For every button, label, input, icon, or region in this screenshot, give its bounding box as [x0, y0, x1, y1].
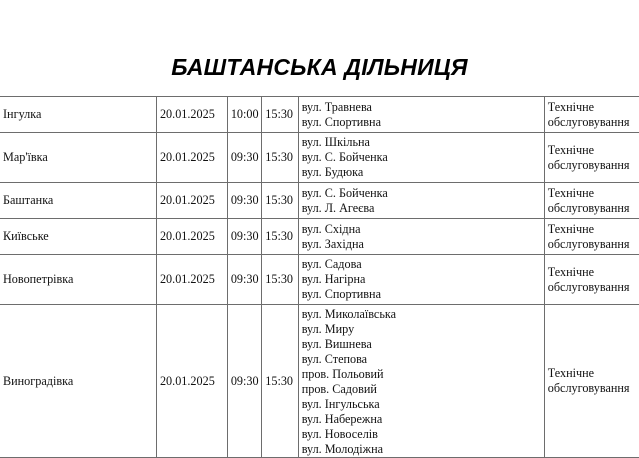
work-type-line: Технічне [547, 264, 595, 279]
work-type-line: обслуговування [547, 200, 630, 215]
street-item: пров. Садовий [301, 382, 377, 396]
village-cell: Мар'ївка [0, 133, 156, 183]
street-item: вул. Молодіжна [301, 442, 384, 456]
street-item: вул. Набережна [301, 412, 383, 426]
village-cell: Виноградівка [0, 305, 156, 458]
schedule-table [0, 96, 639, 458]
start-time-cell: 09:30 [227, 255, 261, 305]
street-item: вул. Інгульська [301, 397, 380, 411]
street-item: вул. Будюка [301, 165, 364, 179]
streets-cell [298, 133, 544, 183]
street-item: вул. Степова [301, 352, 368, 366]
end-time-cell: 15:30 [262, 219, 298, 255]
street-item: вул. Миру [301, 322, 355, 336]
date-cell: 20.01.2025 [156, 219, 227, 255]
work-type-line: обслуговування [547, 236, 630, 251]
work-type-cell [544, 97, 639, 133]
street-item: вул. С. Бойченка [301, 185, 388, 200]
work-type-line: обслуговування [547, 114, 630, 129]
work-type-cell [544, 219, 639, 255]
village-cell: Київське [0, 219, 156, 255]
end-time-cell: 15:30 [262, 305, 298, 458]
village-cell: Баштанка [0, 183, 156, 219]
date-cell: 20.01.2025 [156, 255, 227, 305]
work-type-line: Технічне [547, 142, 595, 157]
street-item: вул. Спортивна [301, 114, 381, 129]
table-row [0, 97, 639, 133]
street-item: вул. Західна [301, 236, 364, 251]
streets-cell [298, 97, 544, 133]
start-time-cell: 09:30 [227, 183, 261, 219]
start-time-cell: 10:00 [227, 97, 261, 133]
table-row [0, 255, 639, 305]
work-type-cell [544, 133, 639, 183]
street-item: вул. Новоселів [301, 427, 378, 441]
street-item: вул. Нагірна [301, 272, 366, 286]
streets-cell [298, 183, 544, 219]
table-row [0, 219, 639, 255]
street-item: вул. Миколаївська [301, 307, 397, 321]
work-type-line: обслуговування [547, 279, 630, 294]
table-row [0, 183, 639, 219]
work-type-cell [544, 305, 639, 458]
work-type-line: обслуговування [547, 381, 630, 395]
table-row [0, 133, 639, 183]
street-item: вул. Східна [301, 221, 361, 236]
work-type-line: Технічне [547, 221, 595, 236]
street-item: вул. Травнева [301, 99, 372, 114]
streets-cell [298, 305, 544, 458]
village-cell: Новопетрівка [0, 255, 156, 305]
date-cell: 20.01.2025 [156, 183, 227, 219]
work-type-line: Технічне [547, 366, 595, 380]
end-time-cell: 15:30 [262, 133, 298, 183]
end-time-cell: 15:30 [262, 255, 298, 305]
streets-cell [298, 255, 544, 305]
street-item: пров. Польовий [301, 367, 384, 381]
streets-cell [298, 219, 544, 255]
street-item: вул. Вишнева [301, 337, 372, 351]
work-type-line: обслуговування [547, 157, 630, 172]
village-cell: Інгулка [0, 97, 156, 133]
start-time-cell: 09:30 [227, 305, 261, 458]
work-type-cell [544, 183, 639, 219]
end-time-cell: 15:30 [262, 97, 298, 133]
street-item: вул. Садова [301, 257, 362, 271]
start-time-cell: 09:30 [227, 133, 261, 183]
work-type-line: Технічне [547, 99, 595, 114]
street-item: вул. Шкільна [301, 135, 370, 149]
table-row [0, 305, 639, 458]
street-item: вул. С. Бойченка [301, 150, 388, 164]
street-item: вул. Спортивна [301, 287, 381, 301]
work-type-cell [544, 255, 639, 305]
date-cell: 20.01.2025 [156, 97, 227, 133]
page-title: БАШТАНСЬКА ДІЛЬНИЦЯ [171, 54, 468, 80]
date-cell: 20.01.2025 [156, 305, 227, 458]
start-time-cell: 09:30 [227, 219, 261, 255]
end-time-cell: 15:30 [262, 183, 298, 219]
work-type-line: Технічне [547, 185, 595, 200]
date-cell: 20.01.2025 [156, 133, 227, 183]
street-item: вул. Л. Агеєва [301, 200, 375, 215]
